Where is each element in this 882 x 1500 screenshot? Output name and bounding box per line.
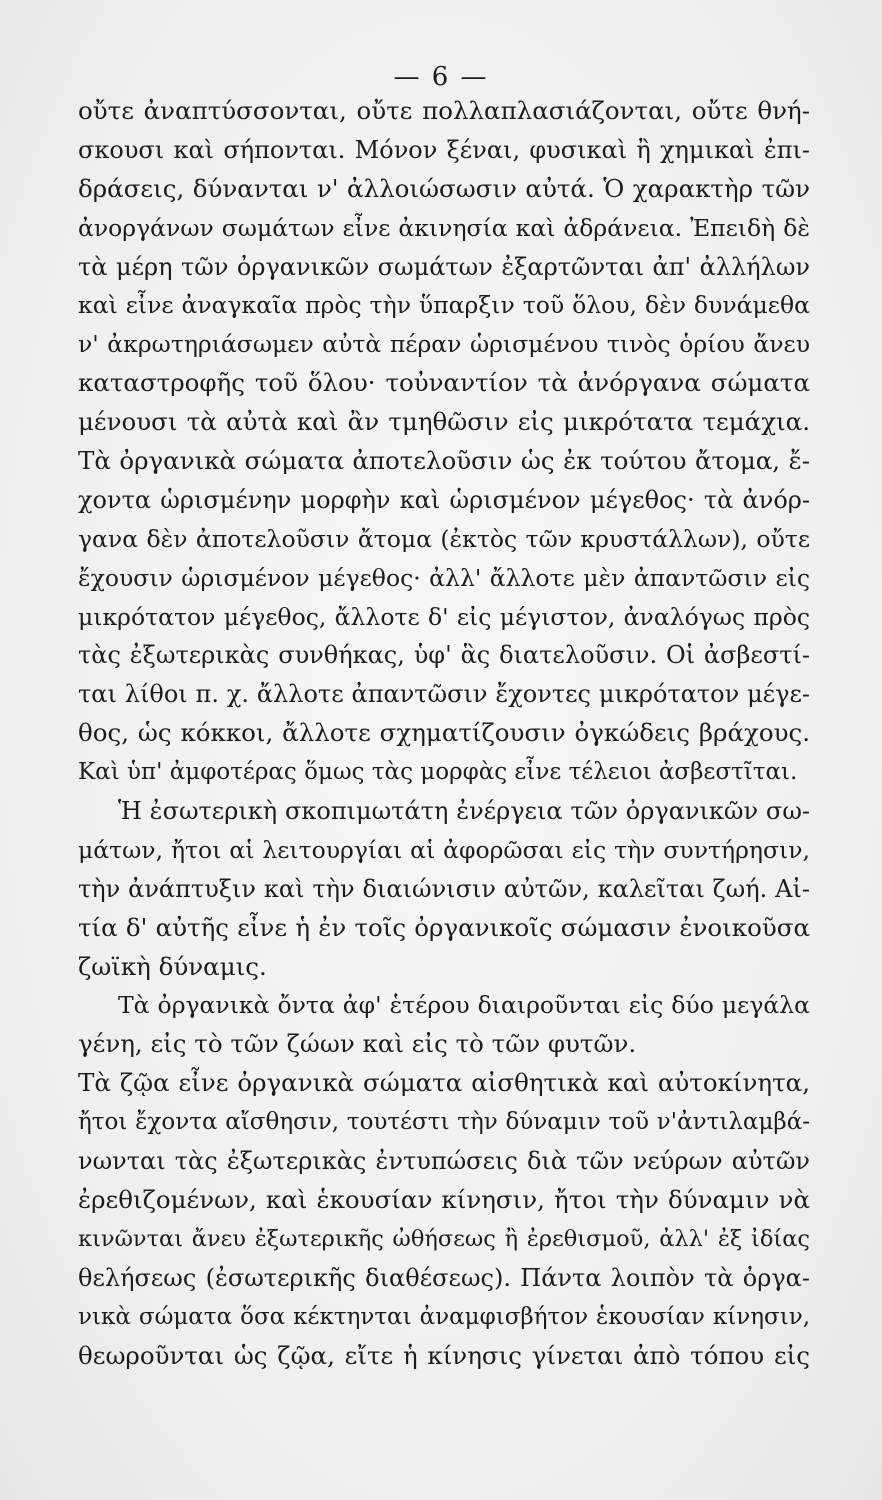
- text-line: ἐρεθιζομένων, καὶ ἑκουσίαν κίνησιν, ἤτοι τὴν δύναμιν νὰ: [78, 1184, 810, 1214]
- text-line: οὔτε ἀναπτύσσονται, οὔτε πολλαπλασιάζονται, οὔτε θνή-: [78, 96, 810, 125]
- text-line: χοντα ὡρισμένην μορφὴν καὶ ὡρισμένον μέγεθος· τὰ ἀνόρ-: [78, 485, 810, 514]
- text-line: τία δ' αὐτῆς εἶνε ἡ ἐν τοῖς ὀργανικοῖς σώμασιν ἐνοικοῦσα: [78, 912, 810, 942]
- text-line: κινῶνται ἄνευ ἐξωτερικῆς ὠθήσεως ἢ ἐρεθισμοῦ, ἀλλ' ἐξ ἰδίας: [78, 1225, 810, 1252]
- text-line: γανα δὲν ἀποτελοῦσιν ἄτομα (ἐκτὸς τῶν κρυστάλλων), οὔτε: [78, 524, 810, 553]
- text-line: σκουσι καὶ σήπονται. Μόνον ξέναι, φυσικαὶ ἢ χημικαὶ ἐπι-: [78, 135, 810, 164]
- body-text: [78, 92, 810, 1375]
- text-line: θος, ὡς κόκκοι, ἄλλοτε σχηματίζουσιν ὀγκώδεις βράχους.: [78, 718, 810, 748]
- text-line: ἀνοργάνων σωμάτων εἶνε ἀκινησία καὶ ἀδράνεια. Ἐπειδὴ δὲ: [78, 213, 810, 242]
- text-line: Καὶ ὑπ' ἀμφοτέρας ὅμως τὰς μορφὰς εἶνε τέλειοι ἀσβεστῖται.: [78, 759, 798, 786]
- text-line: μικρότατον μέγεθος, ἄλλοτε δ' εἰς μέγιστον, ἀναλόγως πρὸς: [78, 602, 810, 631]
- text-line: καὶ εἶνε ἀναγκαῖα πρὸς τὴν ὕπαρξιν τοῦ ὅλου, δὲν δυνάμεθα: [78, 291, 810, 320]
- text-line: ται λίθοι π. χ. ἄλλοτε ἀπαντῶσιν ἔχοντες μικρότατον μέγε-: [78, 680, 810, 709]
- text-line: δράσεις, δύνανται ν' ἀλλοιώσωσιν αὐτά. Ὁ χαρακτὴρ τῶν: [78, 173, 810, 203]
- text-line: νικὰ σώματα ὅσα κέκτηνται ἀναμφισβήτον ἑκουσίαν κίνησιν,: [78, 1303, 810, 1330]
- text-line: τὰ μέρη τῶν ὀργανικῶν σωμάτων ἐξαρτῶνται ἀπ' ἀλλήλων: [78, 252, 810, 281]
- text-line: ἤτοι ἔχοντα αἴσθησιν, τουτέστι τὴν δύναμιν τοῦ ν'ἀντιλαμβά-: [78, 1109, 810, 1136]
- text-line: Τὰ ζῷα εἶνε ὀργανικὰ σώματα αἰσθητικὰ καὶ αὐτοκίνητα,: [78, 1068, 810, 1098]
- text-line: μένουσι τὰ αὐτὰ καὶ ἂν τμηθῶσιν εἰς μικρότατα τεμάχια.: [78, 407, 810, 437]
- text-line: καταστροφῆς τοῦ ὅλου· τοὐναντίον τὰ ἀνόργανα σώματα: [78, 368, 810, 398]
- text-line: μάτων, ἤτοι αἱ λειτουργίαι αἱ ἀφορῶσαι εἰς τὴν συντήρησιν,: [78, 835, 810, 864]
- text-line: γένη, εἰς τὸ τῶν ζώων καὶ εἰς τὸ τῶν φυτῶν.: [78, 1029, 637, 1059]
- text-line: τὴν ἀνάπτυξιν καὶ τὴν διαιώνισιν αὐτῶν, καλεῖται ζωή. Αἰ-: [78, 874, 810, 903]
- text-line: τὰς ἐξωτερικὰς συνθήκας, ὑφ' ἃς διατελοῦσιν. Οἱ ἀσβεστί-: [78, 641, 810, 670]
- text-line: ζωϊκὴ δύναμις.: [78, 951, 267, 981]
- text-line: ἔχουσιν ὡρισμένον μέγεθος· ἀλλ' ἄλλοτε μὲν ἀπαντῶσιν εἰς: [78, 563, 810, 592]
- text-line: Τὰ ὀργανικὰ σώματα ἀποτελοῦσιν ὡς ἐκ τούτου ἄτομα, ἔ-: [78, 446, 810, 476]
- text-line: Ἡ ἐσωτερικὴ σκοπιμωτάτη ἐνέργεια τῶν ὀργανικῶν σω-: [118, 797, 810, 826]
- text-line: ν' ἀκρωτηριάσωμεν αὐτὰ πέραν ὡρισμένου τινὸς ὁρίου ἄνευ: [78, 330, 810, 359]
- text-line: θεωροῦνται ὡς ζῷα, εἴτε ἡ κίνησις γίνεται ἀπὸ τόπου εἰς: [78, 1340, 810, 1370]
- text-line: θελήσεως (ἐσωτερικῆς διαθέσεως). Πάντα λοιπὸν τὰ ὀργα-: [78, 1263, 810, 1292]
- text-line: νωνται τὰς ἐξωτερικὰς ἐντυπώσεις διὰ τῶν νεύρων αὐτῶν: [78, 1147, 810, 1176]
- text-line: Τὰ ὀργανικὰ ὄντα ἀφ' ἑτέρου διαιροῦνται εἰς δύο μεγάλα: [118, 991, 810, 1020]
- page-number: — 6 —: [393, 62, 489, 92]
